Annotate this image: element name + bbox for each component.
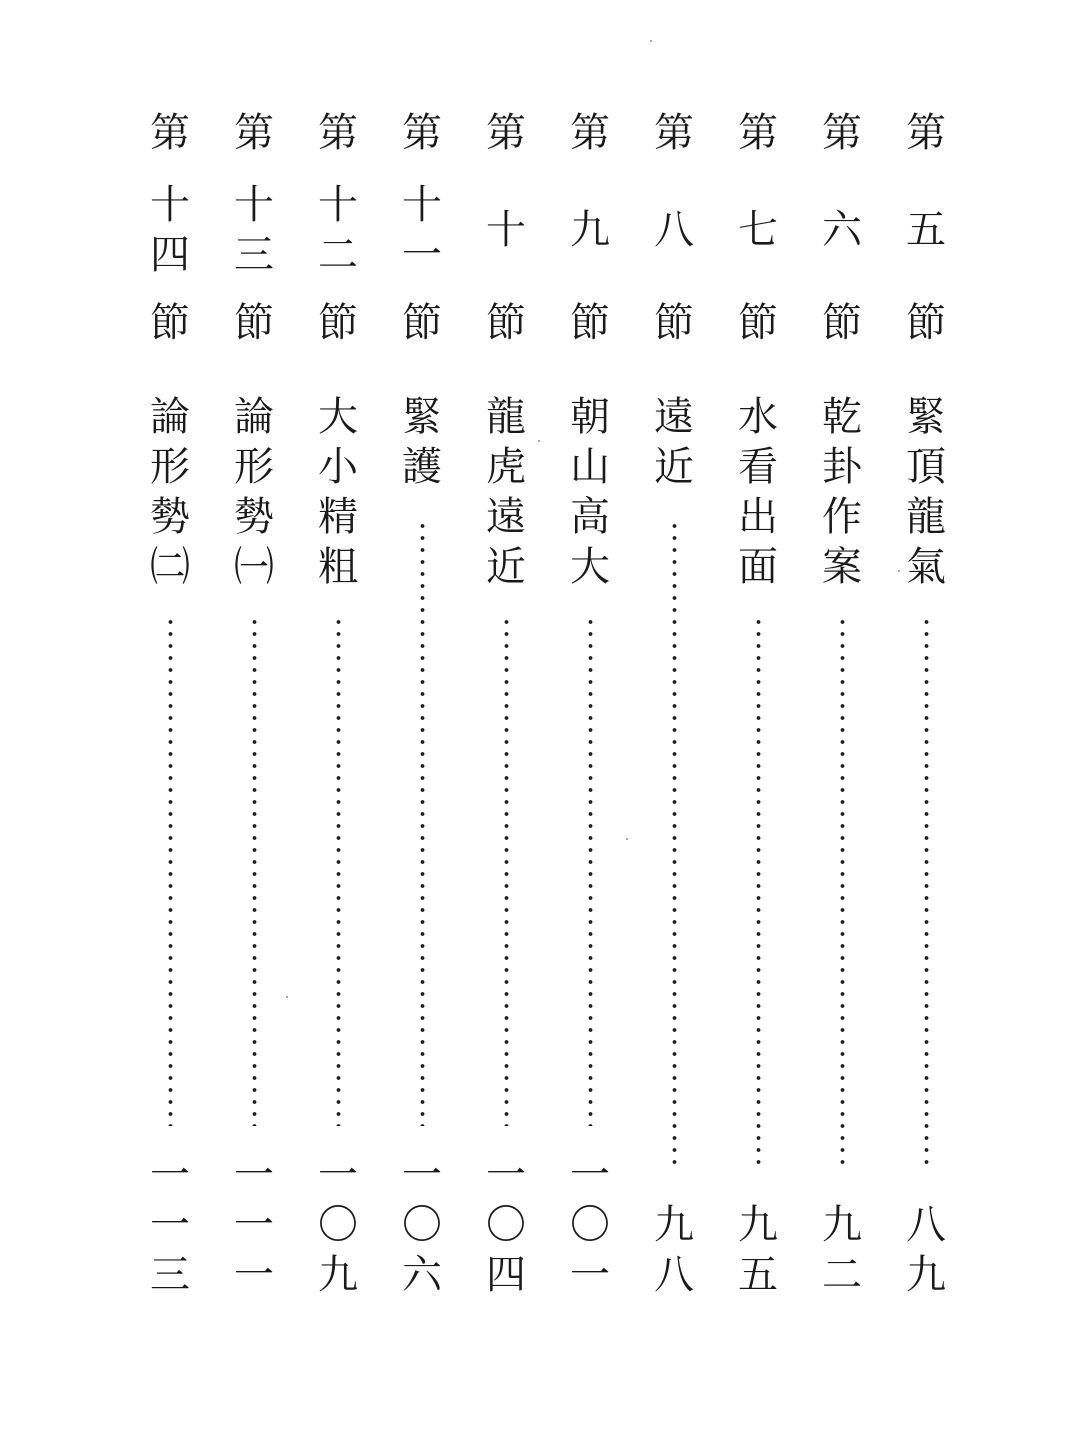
vertical-char: 九 [318,1252,358,1298]
vertical-char: 遠 [486,494,526,540]
toc-entry-section-7 [716,0,800,1448]
vertical-char: 卦 [822,444,862,490]
vertical-char: 論 [234,394,274,440]
vertical-char: 看 [738,444,778,490]
entry-title [128,392,212,592]
vertical-char: 〇 [486,1202,526,1248]
scan-speck [626,838,628,840]
vertical-char: 勢 [234,494,274,540]
vertical-char: 十 [234,182,274,228]
leader-dots [252,616,257,1126]
vertical-char: 形 [234,444,274,490]
entry-page-number [800,1200,884,1300]
entry-prefix: 第 [570,110,610,156]
entry-prefix: 第 [234,110,274,156]
vertical-char: 一 [234,1202,274,1248]
toc-entry-section-8 [632,0,716,1448]
entry-page-number [380,1150,464,1300]
vertical-char: 六 [402,1252,442,1298]
vertical-char: 勢 [150,494,190,540]
entry-page-number [716,1200,800,1300]
entry-section-number [212,180,296,280]
leader-dots [672,520,677,1172]
vertical-char: 八 [906,1202,946,1248]
toc-entry-section-9 [548,0,632,1448]
leader-dots [588,616,593,1126]
toc-entry-section-12 [296,0,380,1448]
entry-section-number [380,180,464,280]
vertical-char: 精 [318,494,358,540]
vertical-char: 一 [402,1152,442,1198]
entry-suffix: 節 [150,300,190,346]
vertical-char: 二 [822,1252,862,1298]
entry-section-number [296,180,380,280]
vertical-char: 龍 [906,494,946,540]
toc-entry-section-14 [128,0,212,1448]
vertical-char: 山 [570,444,610,490]
entry-suffix: 節 [654,300,694,346]
entry-section-number [128,180,212,280]
vertical-char: 一 [234,1252,274,1298]
vertical-char: 一 [150,1202,190,1248]
entry-title [884,392,968,592]
entry-prefix: 第 [654,110,694,156]
entry-page-number [296,1150,380,1300]
vertical-char: 〇 [570,1202,610,1248]
entry-suffix: 節 [486,300,526,346]
vertical-char: 八 [654,1252,694,1298]
entry-suffix: 節 [906,300,946,346]
toc-entry-section-13 [212,0,296,1448]
entry-page-number [548,1150,632,1300]
vertical-char: ㈡ [150,544,190,590]
entry-page-number [128,1150,212,1300]
vertical-char: 一 [486,1152,526,1198]
vertical-char: 緊 [906,394,946,440]
vertical-char: 〇 [402,1202,442,1248]
entry-prefix: 第 [486,110,526,156]
vertical-char: 九 [738,1202,778,1248]
entry-page-number [464,1150,548,1300]
vertical-char: 虎 [486,444,526,490]
leader-dots [420,520,425,1126]
vertical-char: 九 [654,1202,694,1248]
vertical-char: 四 [150,232,190,278]
entry-title [632,392,716,492]
vertical-char: 一 [150,1152,190,1198]
leader-dots [504,616,509,1126]
vertical-char: 四 [486,1252,526,1298]
entry-suffix: 節 [822,300,862,346]
entry-suffix: 節 [318,300,358,346]
vertical-char: 近 [486,544,526,590]
entry-prefix: 第 [402,110,442,156]
vertical-char: 論 [150,394,190,440]
vertical-char: 氣 [906,544,946,590]
entry-page-number [884,1200,968,1300]
vertical-char: 朝 [570,394,610,440]
leader-dots [336,616,341,1126]
vertical-char: 十 [318,182,358,228]
entry-suffix: 節 [402,300,442,346]
entry-prefix: 第 [906,110,946,156]
vertical-char: 面 [738,544,778,590]
entry-page-number [632,1200,716,1300]
entry-prefix: 第 [150,110,190,156]
entry-prefix: 第 [738,110,778,156]
vertical-char: 一 [318,1152,358,1198]
vertical-char: 一 [570,1252,610,1298]
vertical-char: 五 [738,1252,778,1298]
vertical-char: 一 [402,232,442,278]
entry-suffix: 節 [738,300,778,346]
vertical-char: ㈠ [234,544,274,590]
entry-suffix: 節 [570,300,610,346]
section-number-char: 五 [906,207,946,253]
vertical-char: 大 [318,394,358,440]
section-number-char: 十 [486,207,526,253]
toc-entry-section-11 [380,0,464,1448]
toc-entry-section-6 [800,0,884,1448]
section-number-char: 七 [738,207,778,253]
leader-dots [840,616,845,1172]
vertical-char: 案 [822,544,862,590]
vertical-char: 出 [738,494,778,540]
vertical-char: 形 [150,444,190,490]
vertical-char: 粗 [318,544,358,590]
vertical-char: 緊 [402,394,442,440]
vertical-char: 乾 [822,394,862,440]
entry-prefix: 第 [318,110,358,156]
leader-dots [168,616,173,1126]
vertical-char: 小 [318,444,358,490]
vertical-char: 十 [150,182,190,228]
vertical-char: 十 [402,182,442,228]
entry-section-number [884,205,968,305]
vertical-char: 三 [150,1252,190,1298]
entry-title [212,392,296,592]
section-number-char: 九 [570,207,610,253]
vertical-char: 一 [234,1152,274,1198]
scan-speck [898,570,900,572]
entry-section-number [800,205,884,305]
section-number-char: 六 [822,207,862,253]
scan-speck [286,996,288,998]
vertical-char: 三 [234,232,274,278]
entry-title [548,392,632,592]
entry-section-number [632,205,716,305]
vertical-char: 護 [402,444,442,490]
entry-title [464,392,548,592]
vertical-char: 近 [654,444,694,490]
entry-section-number [716,205,800,305]
vertical-char: 作 [822,494,862,540]
vertical-char: 一 [570,1152,610,1198]
entry-suffix: 節 [234,300,274,346]
vertical-char: 水 [738,394,778,440]
entry-title [380,392,464,492]
section-number-char: 八 [654,207,694,253]
vertical-char: 九 [822,1202,862,1248]
scan-speck [650,40,652,42]
entry-page-number [212,1150,296,1300]
vertical-char: 龍 [486,394,526,440]
vertical-char: 高 [570,494,610,540]
entry-section-number [548,205,632,305]
vertical-char: 遠 [654,394,694,440]
vertical-char: 二 [318,232,358,278]
toc-entry-section-10 [464,0,548,1448]
vertical-char: 頂 [906,444,946,490]
scan-speck [538,440,540,442]
vertical-char: 〇 [318,1202,358,1248]
entry-section-number [464,205,548,305]
entry-title [716,392,800,592]
entry-prefix: 第 [822,110,862,156]
leader-dots [756,616,761,1172]
entry-title [800,392,884,592]
vertical-char: 九 [906,1252,946,1298]
leader-dots [924,616,929,1172]
vertical-char: 大 [570,544,610,590]
entry-title [296,392,380,592]
toc-entry-section-5 [884,0,968,1448]
